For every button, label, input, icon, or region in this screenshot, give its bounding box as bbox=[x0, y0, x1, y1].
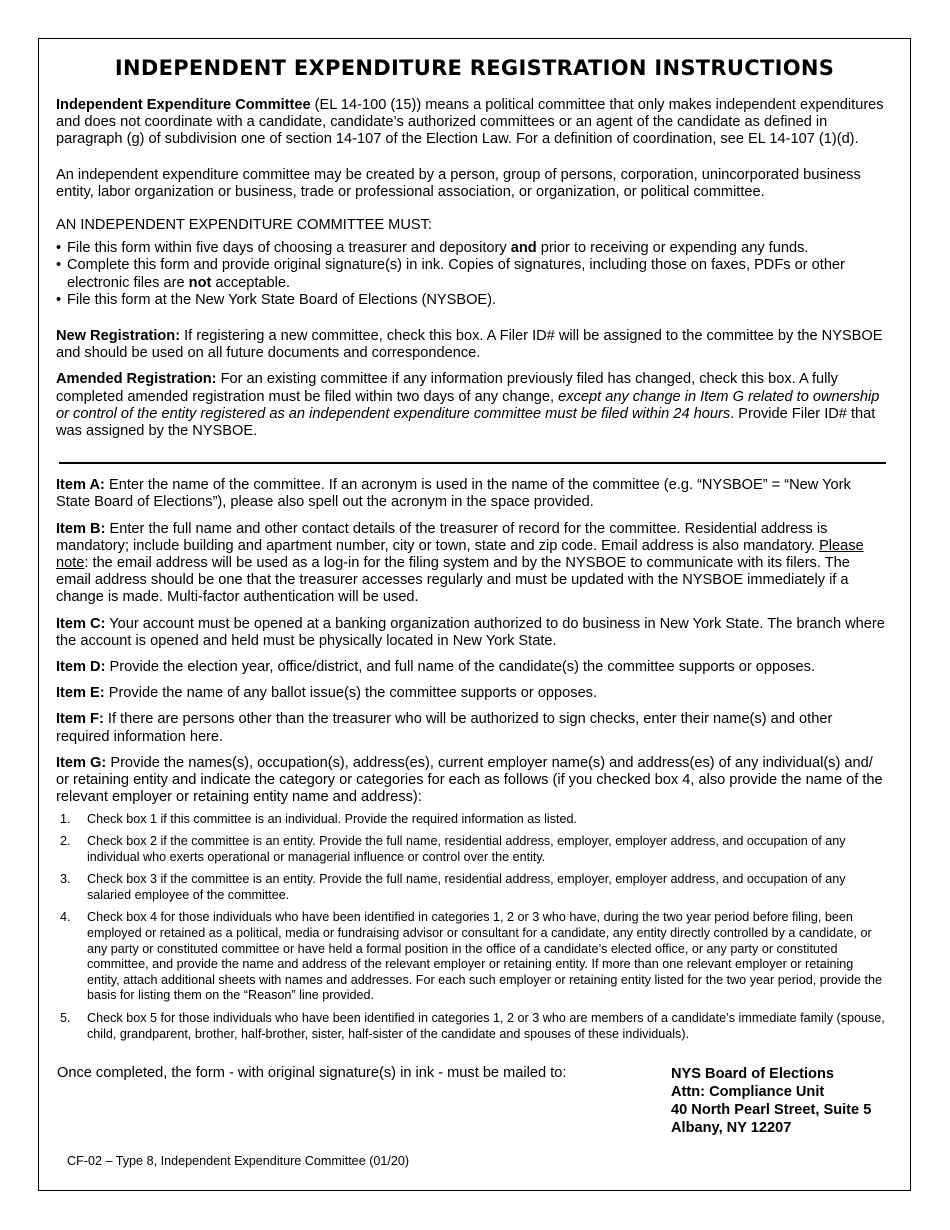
amended-registration-paragraph: Amended Registration: For an existing committee if any information previously filed has changed, check this box. A fully completed amended registration must be filed within two days of any change, except any change in Item G related to ownership or control of the entity registered as an independent expenditure committee must be filed within 24 hours. Provide Filer ID# that was assigned by the NYSBOE. bbox=[56, 371, 880, 440]
address-line: 40 North Pearl Street, Suite 5 bbox=[671, 1102, 872, 1119]
item-a-label: Item A: bbox=[56, 477, 105, 494]
requirement-item: • File this form at the New York State Board of Elections (NYSBOE). bbox=[56, 292, 888, 309]
address-line: Albany, NY 12207 bbox=[671, 1120, 792, 1137]
item-e-label: Item E: bbox=[56, 685, 105, 702]
item-a-paragraph: Item A: Enter the name of the committee. If an acronym is used in the name of the committee (e.g. “NYSBOE” = “New York State Board of Elections”), please also spell out the acronym in the space provided. bbox=[56, 477, 851, 511]
definition-text: (EL 14-100 (15)) means a political committee that only makes independent expenditures and does not coordinate with a candidate, candidate’s authorized committees or an agent of the candidate as defined in paragraph (g) of subdivision one of section 14-107 of the Election Law. For a definition of coordination, see EL 14-107 (1)(d). bbox=[56, 97, 884, 148]
must-heading: AN INDEPENDENT EXPENDITURE COMMITTEE MUST: bbox=[56, 217, 432, 234]
item-f-paragraph: Item F: If there are persons other than the treasurer who will be authorized to sign checks, enter their name(s) and other required information here. bbox=[56, 711, 833, 745]
instructions-body bbox=[56, 97, 888, 1140]
item-g-label: Item G: bbox=[56, 754, 107, 771]
category-item: 3. Check box 3 if the committee is an entity. Provide the full name, residential address, employer, employer address, and occupation of any salaried employee of the committee. bbox=[60, 872, 846, 902]
page-title: INDEPENDENT EXPENDITURE REGISTRATION INSTRUCTIONS bbox=[114, 56, 835, 80]
requirement-item: • File this form within five days of choosing a treasurer and depository and prior to receiving or expending any funds. bbox=[56, 240, 888, 257]
new-registration-paragraph: New Registration: If registering a new committee, check this box. A Filer ID# will be assigned to the committee by the NYSBOE and should be used on all future documents and correspondence. bbox=[56, 328, 883, 362]
mailing-address bbox=[671, 1065, 871, 1137]
category-item: 1. Check box 1 if this committee is an individual. Provide the required information as listed. bbox=[60, 811, 577, 826]
item-g-categories bbox=[56, 812, 888, 1043]
item-g-paragraph: Item G: Provide the names(s), occupation(s), address(es), current employer name(s) and address(es) of any individual(s) and/ or retaining entity and indicate the category or categories for each as follows (if you checked box 4, also provide the name of the relevant employer or retaining entity name and address): bbox=[56, 754, 883, 806]
category-item: 4. Check box 4 for those individuals who have been identified in categories 1, 2 or 3 who have, during the two year period before filing, been employed or retained as a political, media or fundraising advisor or consultant for a candidate, any entity directly controlled by a candidate, or any party or constituted committee or have held a formal position in the office of a candidate’s elected office, or any party or constituted committee, and provide the name and address of the relevant employer or retaining entity. If more than one relevant employer or retaining entity, attach additional sheets with names and addresses. For each such employer or retaining entity listed for the two year period, provide the basis for listing them on the “Reason” line provided. bbox=[60, 910, 883, 1003]
item-c-label: Item C: bbox=[56, 615, 106, 632]
item-f-label: Item F: bbox=[56, 711, 104, 728]
address-line: Attn: Compliance Unit bbox=[671, 1084, 825, 1101]
item-b-paragraph: Item B: Enter the full name and other contact details of the treasurer of record for the committee. Residential address is mandatory; include building and apartment number, city or town, state and zip code. Email address is also mandatory. Please note: the email address will be used as a log-in for the filing system and by the NYSBOE to communicate with its filers. The email address should be one that the treasurer accesses regularly and must be updated with the NYSBOE immediately if a change is made. Multi-factor authentication will be used. bbox=[56, 520, 864, 606]
section-divider bbox=[59, 462, 886, 464]
item-d-paragraph: Item D: Provide the election year, office/district, and full name of the candidate(s) the committee supports or opposes. bbox=[56, 659, 815, 676]
definition-label: Independent Expenditure Committee bbox=[56, 97, 311, 113]
form-footer: CF-02 – Type 8, Independent Expenditure Committee (01/20) bbox=[67, 1154, 410, 1168]
address-line: NYS Board of Elections bbox=[671, 1066, 834, 1083]
mailing-section bbox=[56, 1064, 888, 1140]
definition-paragraph bbox=[56, 97, 888, 149]
item-c-paragraph: Item C: Your account must be opened at a banking organization authorized to do business in New York State. The branch where the account is opened and held must be physically located in New York State. bbox=[56, 615, 885, 649]
amended-registration-label: Amended Registration: bbox=[56, 371, 217, 388]
requirements-list bbox=[56, 240, 888, 309]
mailing-instruction: Once completed, the form - with original signature(s) in ink - must be mailed to: bbox=[57, 1065, 567, 1082]
category-item: 2. Check box 2 if the committee is an entity. Provide the full name, residential address, employer, employer address, and occupation of any individual who exerts operational or managerial influence or control over the entity. bbox=[60, 834, 846, 864]
new-registration-label: New Registration: bbox=[56, 328, 181, 345]
item-d-label: Item D: bbox=[56, 659, 106, 676]
item-b-label: Item B: bbox=[56, 520, 106, 537]
category-item: 5. Check box 5 for those individuals who have been identified in categories 1, 2 or 3 who are members of a candidate’s immediate family (spouse, child, grandparent, brother, half-brother, sister, half-sister of the candidate and spouses of these individuals). bbox=[60, 1011, 885, 1041]
creation-paragraph: An independent expenditure committee may be created by a person, group of persons, corporation, unincorporated business entity, labor organization or business, trade or professional association, or organization, or political committee. bbox=[56, 166, 861, 200]
item-e-paragraph: Item E: Provide the name of any ballot issue(s) the committee supports or opposes. bbox=[56, 685, 598, 702]
requirement-item: • Complete this form and provide original signature(s) in ink. Copies of signatures, including those on faxes, PDFs or other electronic files are not acceptable. bbox=[56, 257, 888, 291]
